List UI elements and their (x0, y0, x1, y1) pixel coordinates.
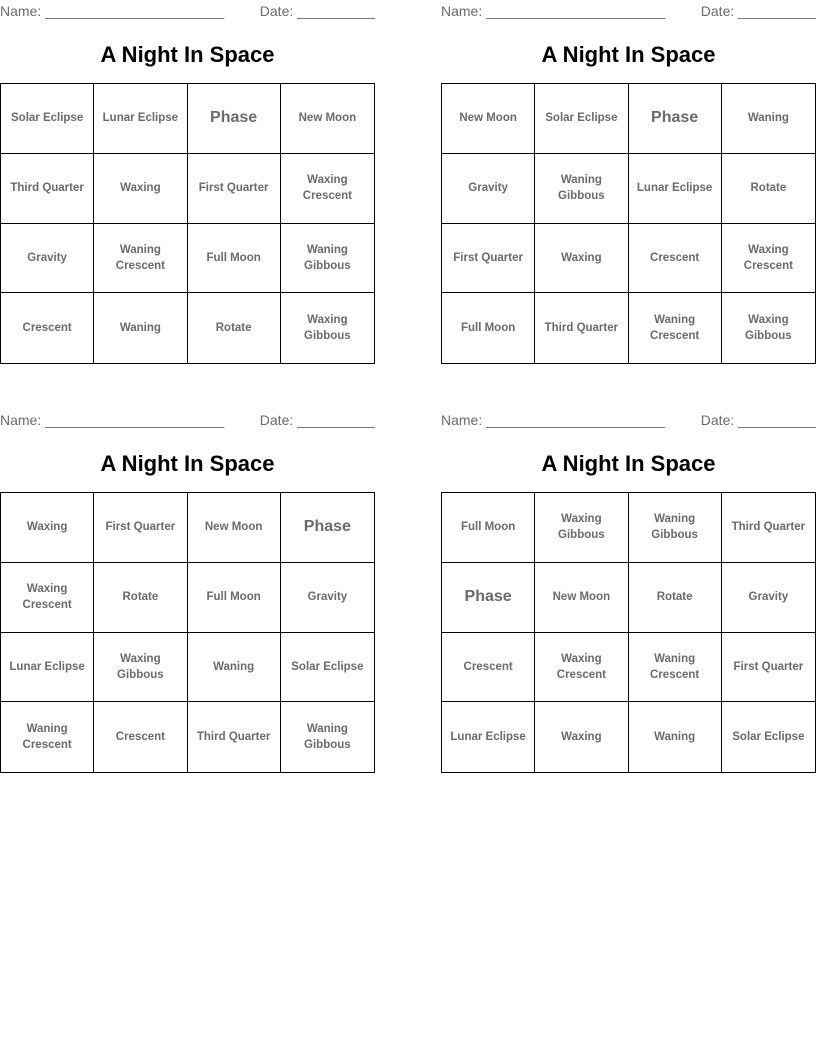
bingo-cell: Waning Gibbous (535, 154, 628, 224)
bingo-cell: Waxing (535, 702, 628, 772)
bingo-cell: Waxing Gibbous (745, 314, 792, 343)
bingo-cell: Crescent (629, 224, 722, 294)
bingo-cell: Full Moon (188, 563, 281, 633)
bingo-cell: Full Moon (442, 293, 535, 363)
date-field[interactable]: Date: __________ (259, 3, 375, 19)
bingo-cell: Waning Crescent (94, 224, 187, 294)
bingo-cell: Waxing (535, 224, 628, 294)
bingo-cell: Solar Eclipse (281, 633, 374, 703)
bingo-cell: Solar Eclipse (1, 84, 94, 154)
bingo-card-3 (0, 409, 375, 769)
bingo-cell: Waxing Crescent (722, 224, 815, 294)
bingo-cell: Rotate (94, 563, 187, 633)
card-title: A Night In Space (541, 451, 716, 476)
bingo-cell: Waning (94, 293, 187, 363)
bingo-cell: Waning (188, 633, 281, 703)
bingo-cell-free-phase: Phase (281, 493, 374, 563)
bingo-cell: Gravity (1, 224, 94, 294)
bingo-cell: Rotate (629, 563, 722, 633)
bingo-cell: Gravity (722, 563, 815, 633)
bingo-cell: Lunar Eclipse (94, 84, 187, 154)
bingo-cell: New Moon (535, 563, 628, 633)
bingo-cell: New Moon (281, 84, 374, 154)
bingo-card-2 (441, 0, 816, 360)
bingo-cell: First Quarter (188, 154, 281, 224)
bingo-cell: Third Quarter (535, 293, 628, 363)
bingo-cell: Waning Gibbous (304, 723, 351, 752)
bingo-cell: Full Moon (188, 224, 281, 294)
bingo-cell: Third Quarter (188, 702, 281, 772)
bingo-cell: Waning Crescent (629, 293, 722, 363)
bingo-cell: New Moon (188, 493, 281, 563)
bingo-cell: Third Quarter (722, 493, 815, 563)
name-field[interactable]: Name: _______________________ (0, 3, 225, 19)
bingo-cell: Waning Crescent (629, 633, 722, 703)
bingo-cell: Full Moon (442, 493, 535, 563)
bingo-card-4 (441, 409, 816, 769)
card-header (0, 0, 375, 22)
bingo-cell: Gravity (281, 563, 374, 633)
name-field[interactable]: Name: _______________________ (0, 412, 225, 428)
bingo-cell: Waxing (1, 493, 94, 563)
bingo-cell: First Quarter (442, 224, 535, 294)
bingo-card-1 (0, 0, 375, 360)
bingo-cell: Waxing Gibbous (304, 314, 351, 343)
bingo-cell: Crescent (94, 702, 187, 772)
bingo-cell: New Moon (442, 84, 535, 154)
card-header (441, 409, 816, 431)
bingo-cell-free-phase: Phase (188, 84, 281, 154)
card-title: A Night In Space (541, 42, 716, 67)
bingo-cell: Third Quarter (1, 154, 94, 224)
bingo-cell: Waxing Crescent (281, 154, 374, 224)
bingo-cell: Waning Crescent (1, 702, 94, 772)
bingo-grid (441, 492, 816, 773)
bingo-cell: Waxing Crescent (1, 563, 94, 633)
bingo-cell: Gravity (442, 154, 535, 224)
bingo-cell: Rotate (188, 293, 281, 363)
bingo-grid (0, 492, 375, 773)
bingo-cell: Waxing Crescent (535, 633, 628, 703)
name-field[interactable]: Name: _______________________ (441, 412, 666, 428)
card-title: A Night In Space (100, 451, 275, 476)
bingo-cell-free-phase: Phase (442, 563, 535, 633)
bingo-cell: First Quarter (94, 493, 187, 563)
bingo-cell: Waning Gibbous (281, 224, 374, 294)
bingo-cell: Waxing (94, 154, 187, 224)
bingo-cell-free-phase: Phase (629, 84, 722, 154)
card-header (0, 409, 375, 431)
bingo-cell: Crescent (1, 293, 94, 363)
bingo-cell: Solar Eclipse (732, 731, 805, 744)
date-field[interactable]: Date: __________ (259, 412, 375, 428)
name-field[interactable]: Name: _______________________ (441, 3, 666, 19)
bingo-cell: First Quarter (722, 633, 815, 703)
date-field[interactable]: Date: __________ (700, 3, 816, 19)
bingo-cell: Lunar Eclipse (629, 154, 722, 224)
bingo-cell: Waning Gibbous (629, 493, 722, 563)
bingo-cell: Crescent (442, 633, 535, 703)
bingo-grid (441, 83, 816, 364)
bingo-grid (0, 83, 375, 364)
bingo-cell: Rotate (722, 154, 815, 224)
bingo-cell: Waxing Gibbous (94, 633, 187, 703)
bingo-cell: Waxing Gibbous (535, 493, 628, 563)
bingo-cell: Waning (629, 702, 722, 772)
bingo-cell: Waning (722, 84, 815, 154)
bingo-cell: Solar Eclipse (535, 84, 628, 154)
bingo-cell: Lunar Eclipse (1, 633, 94, 703)
card-header (441, 0, 816, 22)
bingo-cell: Lunar Eclipse (442, 702, 535, 772)
date-field[interactable]: Date: __________ (700, 412, 816, 428)
card-title: A Night In Space (100, 42, 275, 67)
